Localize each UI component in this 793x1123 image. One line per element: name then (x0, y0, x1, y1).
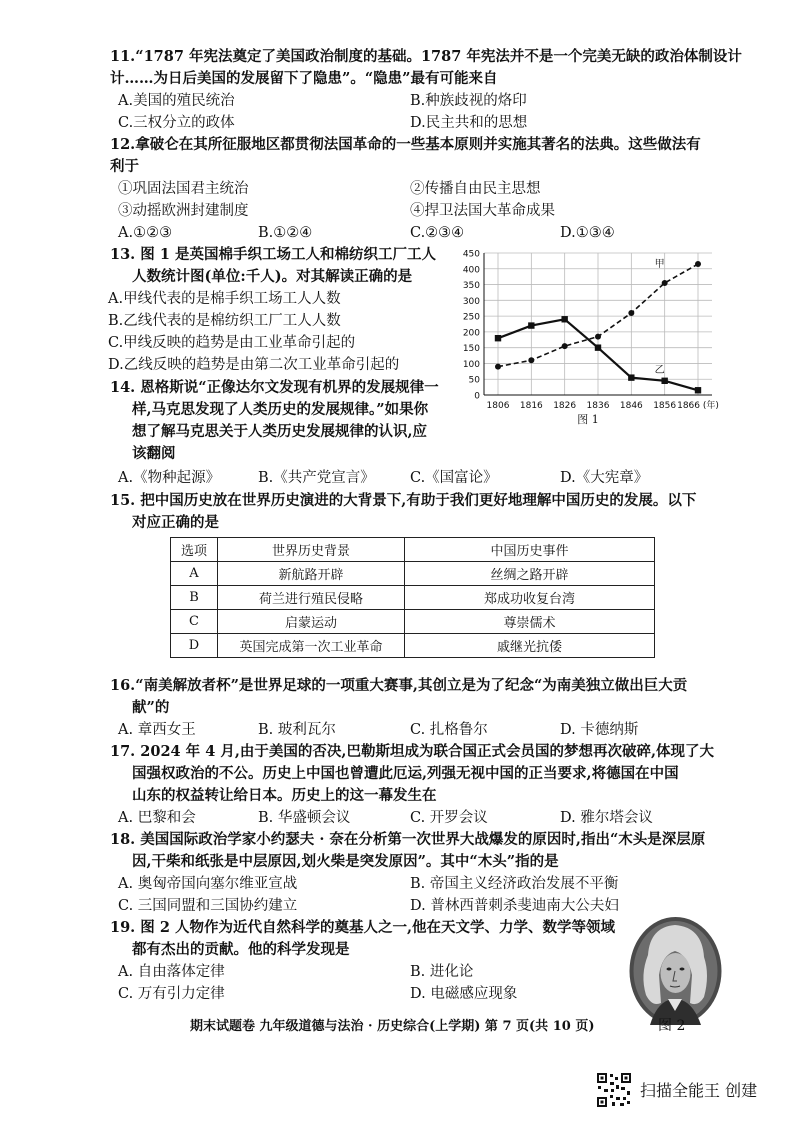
q16-option-a: A. 章西女王 (118, 722, 196, 738)
q19-option-a: A. 自由落体定律 (118, 964, 225, 980)
y-tick-label: 0 (474, 391, 480, 402)
q16-stem-line1: 16.“南美解放者杯”是世界足球的一项重大赛事,其创立是为了纪念“为南美独立做出巨大贡 (110, 677, 688, 694)
q14-stem-line4: 该翻阅 (132, 445, 176, 462)
q13-option-a: A.甲线代表的是棉手织工场工人人数 (108, 291, 341, 307)
data-point-jia (695, 261, 701, 267)
table-cell: 尊崇儒术 (405, 610, 655, 634)
q12-option-c: C.②③④ (410, 225, 465, 241)
q19-stem-line1: 19. 图 2 人物作为近代自然科学的奠基人之一,他在天文学、力学、数学等领域 (110, 919, 616, 936)
table-row (171, 562, 655, 586)
table-cell: 新航路开辟 (218, 562, 405, 586)
q14-option-b: B.《共产党宣言》 (258, 470, 375, 486)
y-tick-label: 350 (462, 281, 480, 292)
table-header-cell: 选项 (171, 538, 218, 562)
qr-code-icon (596, 1072, 632, 1108)
q18-stem-line2: 因,干柴和纸张是中层原因,划火柴是突发原因”。其中“木头”指的是 (132, 853, 559, 870)
figure1-line-chart (452, 247, 752, 427)
q12-statement-3: ③动摇欧洲封建制度 (118, 203, 249, 219)
figure2-portrait-image (628, 915, 723, 1027)
q18-stem-line1: 18. 美国国际政治学家小约瑟夫 · 奈在分析第一次世界大战爆发的原因时,指出“木头是深层原 (110, 831, 706, 848)
q13-option-b: B.乙线代表的是棉纺织工厂工人人数 (108, 313, 341, 329)
x-tick-label: 1806 (486, 401, 510, 411)
q13-option-d: D.乙线反映的趋势是由第二次工业革命引起的 (108, 357, 400, 373)
q17-option-b: B. 华盛顿会议 (258, 810, 351, 826)
x-tick-label: 1856 (653, 401, 677, 411)
q16-option-d: D. 卡德纳斯 (560, 722, 639, 738)
q18-option-c: C. 三国同盟和三国协约建立 (118, 898, 298, 914)
q16-stem-line2: 献”的 (132, 699, 170, 716)
q17-option-c: C. 开罗会议 (410, 810, 488, 826)
table-row (171, 634, 655, 658)
q12-option-d: D.①③④ (560, 225, 615, 241)
series-name-label: 乙 (654, 364, 665, 376)
figure2-caption: 图 2 (658, 1018, 686, 1034)
data-point-jia (628, 310, 634, 316)
q11-option-c: C.三权分立的政体 (118, 115, 235, 131)
table-row (171, 610, 655, 634)
data-point-jia (528, 357, 534, 363)
data-point-yi (561, 316, 567, 322)
table-cell: 英国完成第一次工业革命 (218, 634, 405, 658)
q12-option-a: A.①②③ (118, 225, 173, 241)
data-point-yi (528, 322, 534, 328)
q17-option-d: D. 雅尔塔会议 (560, 810, 653, 826)
q19-option-b: B. 进化论 (410, 964, 474, 980)
table-cell: 丝绸之路开辟 (405, 562, 655, 586)
q19-option-d: D. 电磁感应现象 (410, 986, 518, 1002)
q16-option-c: C. 扎格鲁尔 (410, 722, 488, 738)
table-cell: A (171, 562, 218, 586)
data-point-yi (628, 374, 634, 380)
x-tick-label: 1826 (553, 401, 577, 411)
data-point-yi (495, 335, 501, 341)
data-point-yi (595, 344, 601, 350)
q11-stem-line1: 11.“1787 年宪法奠定了美国政治制度的基础。1787 年宪法并不是一个完美无缺的政治体制设计 (110, 48, 742, 65)
data-point-jia (562, 343, 568, 349)
table-header-cell: 中国历史事件 (405, 538, 655, 562)
q15-table (170, 537, 655, 658)
data-point-jia (595, 334, 601, 340)
q12-option-b: B.①②④ (258, 225, 313, 241)
x-tick-label: 1866 (年) (677, 401, 719, 411)
q12-statement-2: ②传播自由民主思想 (410, 181, 541, 197)
x-tick-label: 1846 (619, 401, 643, 411)
q14-option-d: D.《大宪章》 (560, 470, 649, 486)
table-cell: 荷兰进行殖民侵略 (218, 586, 405, 610)
data-point-yi (695, 387, 701, 393)
y-tick-label: 250 (462, 312, 480, 323)
y-tick-label: 300 (462, 296, 480, 307)
y-tick-label: 100 (462, 359, 480, 370)
q19-stem-line2: 都有杰出的贡献。他的科学发现是 (132, 941, 350, 958)
y-tick-label: 50 (468, 375, 480, 386)
data-point-jia (495, 364, 501, 370)
q14-stem-line2: 样,马克思发现了人类历史的发展规律。”如果你 (132, 401, 429, 418)
table-cell: D (171, 634, 218, 658)
table-cell: C (171, 610, 218, 634)
q13-option-c: C.甲线反映的趋势是由工业革命引起的 (108, 335, 356, 351)
figure1-caption: 图 1 (577, 413, 599, 426)
q16-option-b: B. 玻利瓦尔 (258, 722, 336, 738)
q14-option-c: C.《国富论》 (410, 470, 498, 486)
y-tick-label: 150 (462, 344, 480, 355)
x-tick-label: 1836 (586, 401, 610, 411)
q14-option-a: A.《物种起源》 (118, 470, 221, 486)
q18-option-d: D. 普林西普刺杀斐迪南大公夫妇 (410, 898, 619, 914)
table-cell: 郑成功收复台湾 (405, 586, 655, 610)
page-footer: 期末试题卷 九年级道德与法治 · 历史综合(上学期) 第 7 页(共 10 页) (190, 1019, 595, 1034)
scanner-watermark: 扫描全能王 创建 (640, 1081, 758, 1100)
q11-option-b: B.种族歧视的烙印 (410, 93, 527, 109)
q12-statement-1: ①巩固法国君主统治 (118, 181, 249, 197)
data-point-jia (662, 280, 668, 286)
q11-stem-line2: 计……为日后美国的发展留下了隐患”。“隐患”最有可能来自 (110, 70, 498, 87)
q14-stem-line1: 14. 恩格斯说“正像达尔文发现有机界的发展规律一 (110, 379, 439, 396)
q17-stem-line2: 国强权政治的不公。历史上中国也曾遭此厄运,列强无视中国的正当要求,将德国在中国 (132, 765, 679, 782)
table-header-row (171, 538, 655, 562)
q11-option-a: A.美国的殖民统治 (118, 93, 235, 109)
data-point-yi (661, 378, 667, 384)
q17-stem-line3: 山东的权益转让给日本。历史上的这一幕发生在 (132, 787, 437, 804)
q12-statement-4: ④捍卫法国大革命成果 (410, 203, 555, 219)
q19-option-c: C. 万有引力定律 (118, 986, 225, 1002)
q13-stem-line1: 13. 图 1 是英国棉手织工场工人和棉纺织工厂工人 (110, 246, 436, 263)
q18-option-a: A. 奥匈帝国向塞尔维亚宣战 (118, 876, 298, 892)
q14-stem-line3: 想了解马克思关于人类历史发展规律的认识,应 (132, 423, 428, 440)
q15-stem-line2: 对应正确的是 (132, 514, 219, 531)
q18-option-b: B. 帝国主义经济政治发展不平衡 (410, 876, 619, 892)
table-header-cell: 世界历史背景 (218, 538, 405, 562)
q12-stem-line1: 12.拿破仑在其所征服地区都贯彻法国革命的一些基本原则并实施其著名的法典。这些做法有 (110, 136, 701, 153)
q13-stem-line2: 人数统计图(单位:千人)。对其解读正确的是 (132, 268, 413, 285)
table-cell: B (171, 586, 218, 610)
y-tick-label: 450 (462, 249, 480, 260)
q17-stem-line1: 17. 2024 年 4 月,由于美国的否决,巴勒斯坦成为联合国正式会员国的梦想再次破碎,体现了大 (110, 743, 715, 760)
q15-stem-line1: 15. 把中国历史放在世界历史演进的大背景下,有助于我们更好地理解中国历史的发展。以下 (110, 492, 697, 509)
y-tick-label: 200 (462, 328, 480, 339)
table-cell: 启蒙运动 (218, 610, 405, 634)
x-tick-label: 1816 (519, 401, 543, 411)
q11-option-d: D.民主共和的思想 (410, 115, 528, 131)
table-cell: 戚继光抗倭 (405, 634, 655, 658)
q17-option-a: A. 巴黎和会 (118, 810, 196, 826)
y-tick-label: 400 (462, 265, 480, 276)
series-name-label: 甲 (654, 258, 665, 270)
table-row (171, 586, 655, 610)
q12-stem-line2: 利于 (110, 158, 139, 175)
